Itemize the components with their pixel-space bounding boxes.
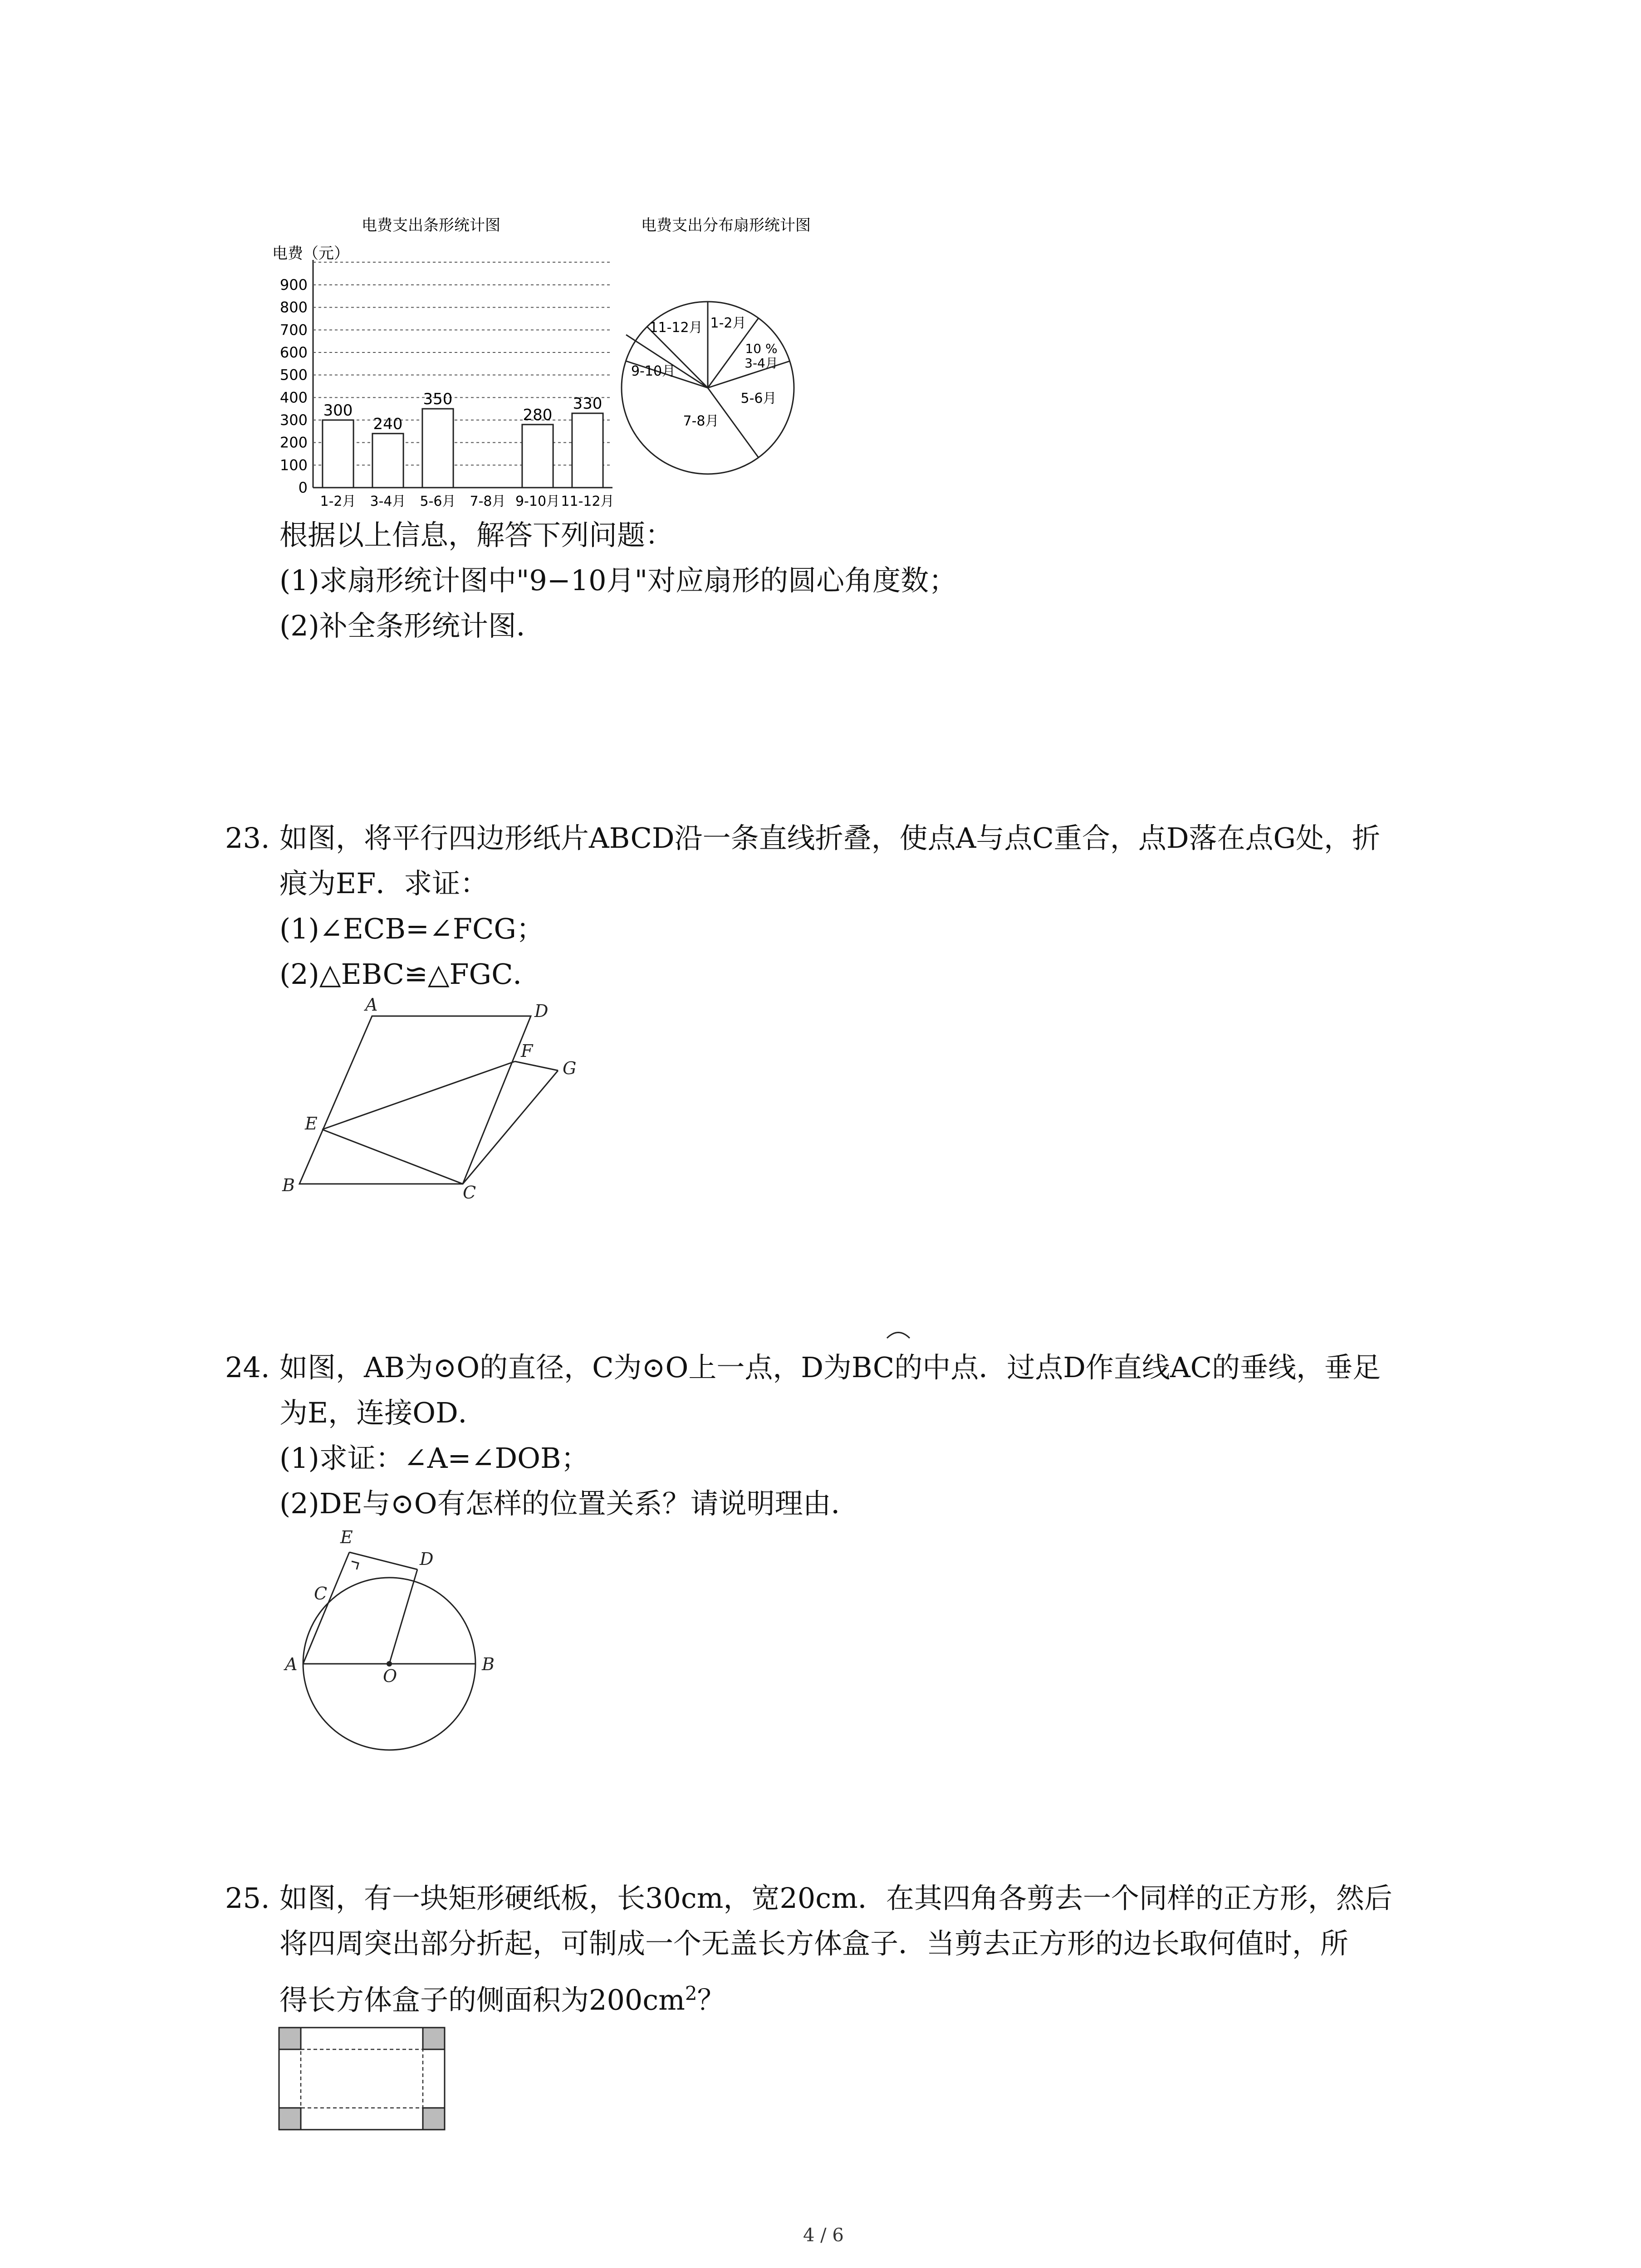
bar-value-label: 240 bbox=[373, 415, 403, 433]
label-f: F bbox=[521, 1041, 533, 1061]
y-tick-label: 700 bbox=[279, 321, 308, 339]
q25-number: 25. bbox=[225, 1882, 270, 1915]
y-tick-label: 500 bbox=[279, 366, 308, 384]
fold-line-ef bbox=[322, 1061, 515, 1129]
right-angle-mark bbox=[352, 1561, 358, 1569]
label-b2: B bbox=[482, 1654, 495, 1674]
pie-chart-title: 电费支出分布扇形统计图 bbox=[641, 216, 811, 235]
segment-ec bbox=[322, 1129, 463, 1184]
q25-exponent: 2 bbox=[685, 1982, 697, 2004]
y-tick-label: 900 bbox=[279, 276, 308, 293]
segment-fg bbox=[515, 1061, 558, 1070]
page-number: 4 / 6 bbox=[803, 2225, 844, 2246]
corner-square-bl bbox=[279, 2108, 301, 2130]
y-tick-label: 400 bbox=[279, 389, 308, 406]
bar-x-ticks bbox=[320, 494, 614, 509]
label-c2: C bbox=[314, 1584, 328, 1603]
bar bbox=[572, 413, 603, 488]
q25-line3 bbox=[279, 1975, 725, 2019]
label-c: C bbox=[463, 1183, 476, 1202]
bar-bars bbox=[323, 390, 603, 488]
label-e2: E bbox=[340, 1527, 353, 1547]
q25-line2: 将四周突出部分折起，可制成一个无盖长方体盒子．当剪去正方形的边长取何值时，所 bbox=[279, 1927, 1349, 1960]
bar-value-label: 280 bbox=[523, 406, 553, 424]
bar-chart-title: 电费支出条形统计图 bbox=[362, 216, 500, 235]
label-a: A bbox=[365, 995, 378, 1015]
bar-value-label: 300 bbox=[323, 401, 353, 420]
q25-line1: 如图，有一块矩形硬纸板，长30cm，宽20cm．在其四角各剪去一个同样的正方形，然后 bbox=[279, 1882, 1392, 1915]
x-tick-label: 1-2月 bbox=[320, 494, 356, 509]
x-tick-label: 3-4月 bbox=[370, 494, 406, 509]
line-ae bbox=[303, 1552, 349, 1664]
label-a2: A bbox=[285, 1654, 298, 1674]
q22-intro: 根据以上信息，解答下列问题： bbox=[279, 518, 674, 552]
pie-label-percent: 10 % bbox=[745, 341, 778, 356]
q23-line1: 如图，将平行四边形纸片ABCD沿一条直线折叠，使点A与点C重合，点D落在点G处，折 bbox=[279, 821, 1381, 855]
y-tick-label: 0 bbox=[298, 479, 308, 496]
pie-label-9-10: 9-10月 bbox=[631, 363, 676, 379]
q24-number: 24. bbox=[225, 1351, 270, 1384]
q23-number: 23. bbox=[225, 821, 270, 855]
label-e: E bbox=[305, 1114, 318, 1134]
bar bbox=[323, 420, 353, 488]
y-tick-label: 600 bbox=[279, 344, 308, 361]
x-tick-label: 5-6月 bbox=[420, 494, 456, 509]
cardboard-rect bbox=[279, 2028, 445, 2130]
bar-grid bbox=[313, 260, 612, 488]
bar bbox=[422, 409, 453, 488]
q24-part2: (2)DE与⊙O有怎样的位置关系？请说明理由． bbox=[279, 1487, 859, 1520]
fold-lines bbox=[301, 2049, 423, 2108]
x-tick-label: 7-8月 bbox=[470, 494, 506, 509]
q22-part2: (2)补全条形统计图． bbox=[279, 609, 544, 642]
pie-label-7-8: 7-8月 bbox=[683, 413, 719, 429]
q24-part1: (1)求证：∠A=∠DOB； bbox=[279, 1442, 589, 1475]
label-o2: O bbox=[383, 1666, 397, 1686]
corner-square-tr bbox=[423, 2028, 445, 2049]
label-b: B bbox=[282, 1175, 295, 1195]
pie-label-3-4: 3-4月 bbox=[745, 356, 778, 371]
q24-line2: 为E，连接OD． bbox=[279, 1396, 486, 1429]
charts-figure bbox=[254, 209, 898, 517]
pie-label-5-6: 5-6月 bbox=[740, 391, 777, 406]
q24-figure bbox=[272, 1520, 508, 1774]
y-tick-label: 300 bbox=[279, 411, 308, 429]
q24-line1: 如图，AB为⊙O的直径，C为⊙O上一点，D为BC的中点．过点D作直线AC的垂线，垂足 bbox=[279, 1351, 1381, 1384]
label-d: D bbox=[534, 1001, 549, 1021]
corner-square-tl bbox=[279, 2028, 301, 2049]
y-axis-label: 电费（元） bbox=[272, 244, 349, 263]
pie-label-11-12: 11-12月 bbox=[649, 320, 703, 336]
bar-value-label: 350 bbox=[423, 390, 453, 409]
bar-y-ticks bbox=[280, 276, 308, 496]
q23-part1: (1)∠ECB=∠FCG； bbox=[279, 912, 544, 945]
pie-radius-6 bbox=[626, 335, 708, 388]
bar-value-label: 330 bbox=[573, 395, 603, 413]
label-g: G bbox=[563, 1058, 577, 1078]
x-tick-label: 9-10月 bbox=[515, 494, 560, 509]
x-tick-label: 11-12月 bbox=[561, 494, 614, 509]
y-tick-label: 100 bbox=[279, 456, 308, 474]
line-od bbox=[389, 1569, 417, 1664]
q23-figure bbox=[272, 993, 599, 1207]
line-ed bbox=[349, 1552, 417, 1569]
parallelogram-abcd bbox=[299, 1016, 531, 1184]
label-d2: D bbox=[420, 1549, 434, 1569]
y-tick-label: 200 bbox=[279, 434, 308, 451]
arc-symbol bbox=[885, 1327, 912, 1340]
segment-cg bbox=[463, 1070, 558, 1184]
q25-figure bbox=[277, 2025, 449, 2134]
pie-label-1-2: 1-2月 bbox=[710, 315, 746, 331]
bar bbox=[372, 434, 403, 488]
bar bbox=[522, 425, 553, 488]
pie-chart bbox=[622, 302, 794, 474]
q25-line3-end: ？ bbox=[697, 1983, 725, 2017]
q23-part2: (2)△EBC≌△FGC． bbox=[279, 958, 541, 991]
y-tick-label: 800 bbox=[279, 298, 308, 316]
corner-square-br bbox=[423, 2108, 445, 2130]
q23-line2: 痕为EF．求证： bbox=[279, 867, 489, 900]
q25-line3-text: 得长方体盒子的侧面积为200cm bbox=[279, 1983, 685, 2017]
q22-part1: (1)求扇形统计图中"9−10月"对应扇形的圆心角度数； bbox=[279, 564, 957, 597]
